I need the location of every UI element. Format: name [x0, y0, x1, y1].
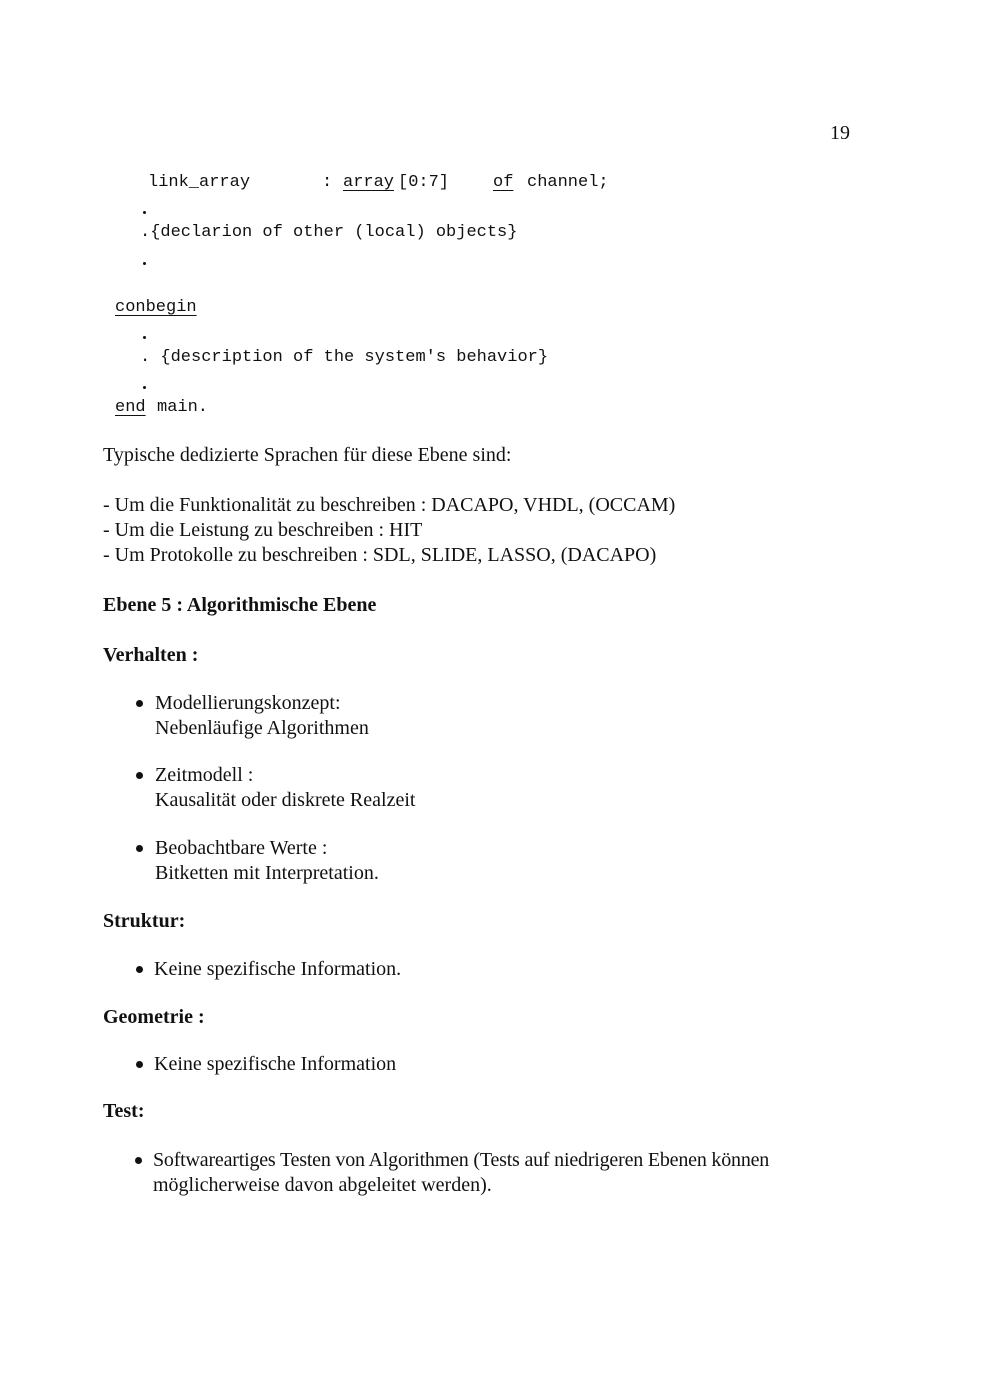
code-colon: :: [322, 173, 333, 192]
verhalten-item-title: Modellierungskonzept:: [155, 692, 341, 714]
bullet-icon: [135, 1157, 142, 1164]
bullet-icon: [136, 772, 143, 779]
page-number: 19: [830, 122, 850, 144]
bullet-icon: [136, 1061, 143, 1068]
code-end-rest: main.: [157, 398, 209, 417]
test-item-line: möglicherweise davon abgeleitet werden).: [153, 1174, 492, 1196]
section-heading: Ebene 5 : Algorithmische Ebene: [103, 594, 377, 616]
verhalten-item-detail: Kausalität oder diskrete Realzeit: [155, 789, 416, 811]
test-heading: Test:: [103, 1100, 145, 1122]
code-identifier: link_array: [148, 173, 251, 192]
code-range: [0:7]: [398, 173, 450, 192]
ellipsis-dot: [143, 262, 146, 265]
bullet-icon: [136, 966, 143, 973]
code-behavior-comment: . {description of the system's behavior}: [140, 348, 549, 367]
verhalten-item-detail: Bitketten mit Interpretation.: [155, 862, 379, 884]
language-line: - Um die Funktionalität zu beschreiben : DACAPO, VHDL, (OCCAM): [103, 494, 676, 516]
code-keyword-of: of: [493, 173, 514, 192]
code-type: channel;: [527, 173, 609, 192]
verhalten-heading: Verhalten :: [103, 644, 199, 666]
verhalten-item-detail: Nebenläufige Algorithmen: [155, 717, 369, 739]
verhalten-item-title: Beobachtbare Werte :: [155, 837, 328, 859]
geometrie-heading: Geometrie :: [103, 1006, 205, 1028]
intro-text: Typische dedizierte Sprachen für diese Ebene sind:: [103, 444, 512, 466]
code-keyword-array: array: [343, 173, 395, 192]
struktur-item: Keine spezifische Information.: [154, 958, 402, 980]
code-keyword-conbegin: conbegin: [115, 298, 197, 317]
ellipsis-dot: [143, 336, 146, 339]
struktur-heading: Struktur:: [103, 910, 186, 932]
ellipsis-dot: [143, 386, 146, 389]
language-line: - Um die Leistung zu beschreiben : HIT: [103, 519, 423, 541]
language-line: - Um Protokolle zu beschreiben : SDL, SLIDE, LASSO, (DACAPO): [103, 544, 657, 566]
geometrie-item: Keine spezifische Information: [154, 1053, 397, 1075]
bullet-icon: [136, 845, 143, 852]
code-keyword-end: end: [115, 398, 146, 417]
verhalten-item-title: Zeitmodell :: [155, 764, 254, 786]
code-declaration-comment: .{declarion of other (local) objects}: [140, 223, 518, 242]
bullet-icon: [136, 700, 143, 707]
test-item-line: Softwareartiges Testen von Algorithmen (Tests auf niedrigeren Ebenen können: [153, 1149, 770, 1171]
ellipsis-dot: [143, 211, 146, 214]
